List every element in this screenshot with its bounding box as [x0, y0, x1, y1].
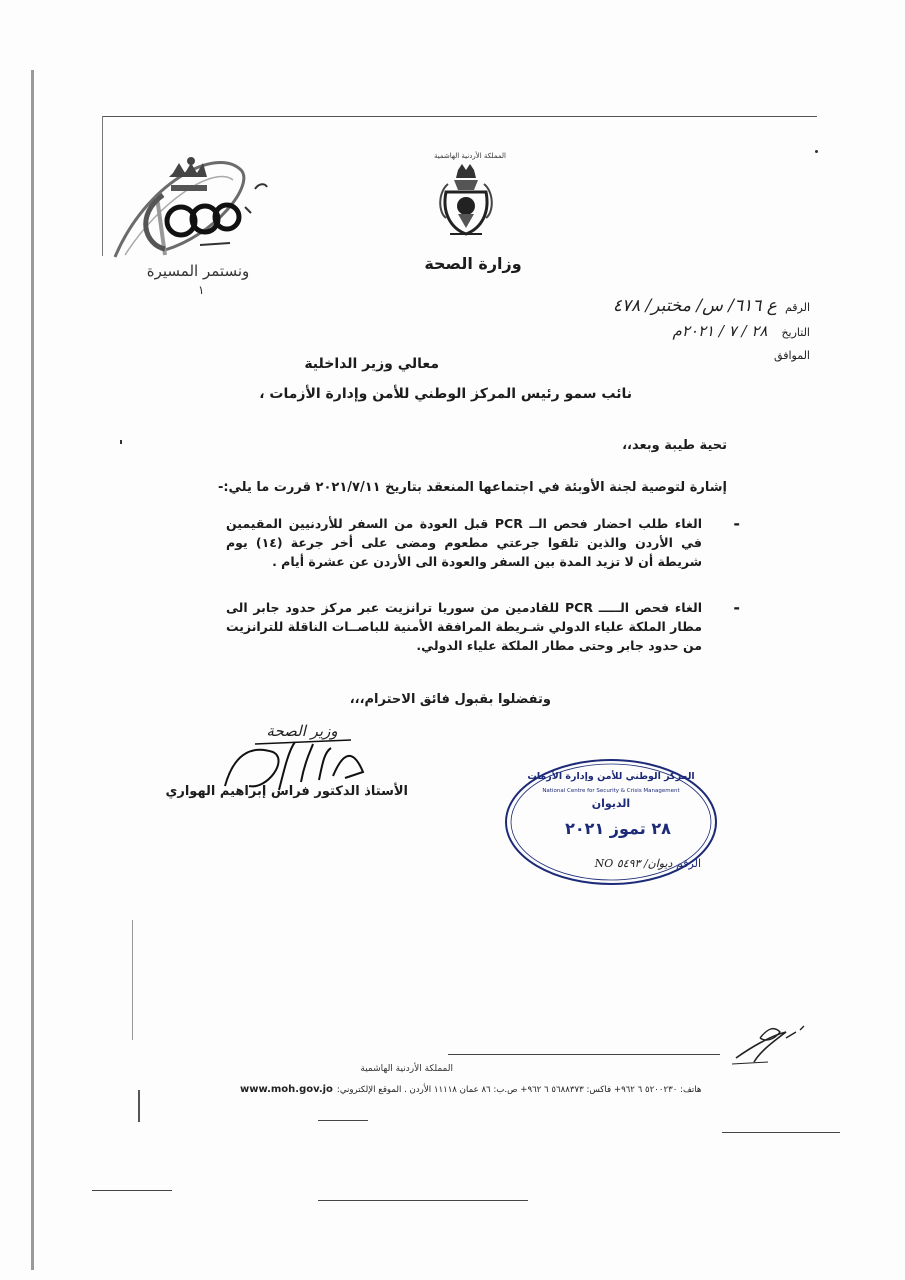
- scan-mark: [815, 150, 818, 153]
- ref-label: الرقم: [784, 301, 810, 314]
- bullet-dash: -: [733, 514, 740, 533]
- received-stamp: [503, 757, 719, 887]
- decision-item-text: الغاء طلب احضار فحص الــ PCR قبل العودة من السفر للأردنيين المقيمين في الأردن والذين تلقوا جرعتي مطعوم ومضى على أخر جرعة (١٤) يوم شريطة أن لا تزيد المدة بين السفر والعودة الى الأردن عن عشرة أيام .: [226, 516, 703, 569]
- corresponding-label: الموافق: [774, 349, 810, 362]
- footer-contact-row: [240, 1084, 778, 1095]
- footer-annotation: المملكة الأردنية الهاشمية: [360, 1064, 453, 1074]
- stamp-number-value: ديوان/ ٥٤٩٣ NO: [594, 857, 673, 870]
- scan-mark: [132, 920, 133, 1040]
- stamp-org-en: National Centre for Security & Crisis Management: [542, 788, 680, 794]
- date-value: ٢٨ / ٧ / ٢٠٢١م: [672, 322, 768, 340]
- footer-separator: [448, 1054, 720, 1055]
- stamp-date: ٢٨ تموز ٢٠٢١: [565, 819, 671, 838]
- intro-line: إشارة لتوصية لجنة الأوبئة في اجتماعها المنعقد بتاريخ ٢٠٢١/٧/١١ قررت ما يلي:-: [217, 480, 727, 495]
- closing-line: وتفضلوا بقبول فائق الاحترام،،،: [349, 692, 551, 707]
- logo-slogan: ونستمر المسيرة: [146, 262, 250, 280]
- signatory-name: الأستاذ الدكتور فراس إبراهيم الهواري: [165, 784, 408, 799]
- footer-website[interactable]: www.moh.gov.jo: [240, 1084, 333, 1095]
- reference-block: [480, 296, 810, 364]
- ministry-name: وزارة الصحة: [424, 254, 522, 273]
- ministry-small-caption: المملكة الأردنية الهاشمية: [433, 152, 507, 160]
- addressee-line-1: معالي وزير الداخلية: [304, 356, 439, 372]
- date-label: التاريخ: [781, 326, 810, 339]
- decision-item: [226, 598, 740, 655]
- scan-mark: [120, 440, 122, 444]
- ref-value: ع ٦١٦/ س/ مختبر/ ٤٧٨: [612, 296, 777, 316]
- greeting: تحية طيبة وبعد،،: [622, 438, 727, 453]
- signature-title-handwritten: وزير الصحة: [266, 722, 338, 740]
- stamp-number-row: [551, 857, 701, 870]
- footer-contact: هاتف: ٥٢٠٠٢٣٠ ٦ ٩٦٢+ فاكس: ٥٦٨٨٣٧٣ ٦ ٩٦٢+ ص.ب: ٨٦ عمان ١١١١٨ الأردن . الموقع الإلكتروني:: [336, 1085, 702, 1095]
- scan-left-edge-line: [31, 70, 34, 1270]
- scan-mark: [138, 1090, 140, 1122]
- header-left-line: [102, 116, 103, 256]
- stamp-org-ar: المركز الوطني للأمن وإدارة الأزمات: [527, 771, 695, 782]
- decision-item: [226, 514, 740, 571]
- initials-icon: [730, 1018, 810, 1066]
- ministry-emblem: [436, 162, 496, 242]
- addressee-line-2: نائب سمو رئيس المركز الوطني للأمن وإدارة الأزمات ،: [259, 386, 632, 402]
- stamp-department: الديوان: [591, 797, 631, 810]
- coat-of-arms-icon: [436, 162, 496, 242]
- stamp-number-label: الرقم: [675, 857, 701, 870]
- decision-item-text: الغاء فحص الـــــ PCR للقادمين من سوريا ترانزيت عبر مركز حدود جابر الى مطار الملكة علياء الدولي شـريطة المرافقة الأمنية للباصــات الناقلة للترانزيت من حدود جابر وحتى مطار الملكة علياء الدولي.: [226, 600, 702, 653]
- scan-mark: [318, 1200, 528, 1201]
- header-top-line: [102, 116, 817, 117]
- scan-mark: [318, 1120, 368, 1121]
- bullet-dash: -: [733, 598, 740, 617]
- scan-mark: [722, 1132, 840, 1133]
- initials-scribble: [730, 1018, 810, 1066]
- scan-mark: [92, 1190, 172, 1191]
- scan-mark: ١: [198, 283, 205, 297]
